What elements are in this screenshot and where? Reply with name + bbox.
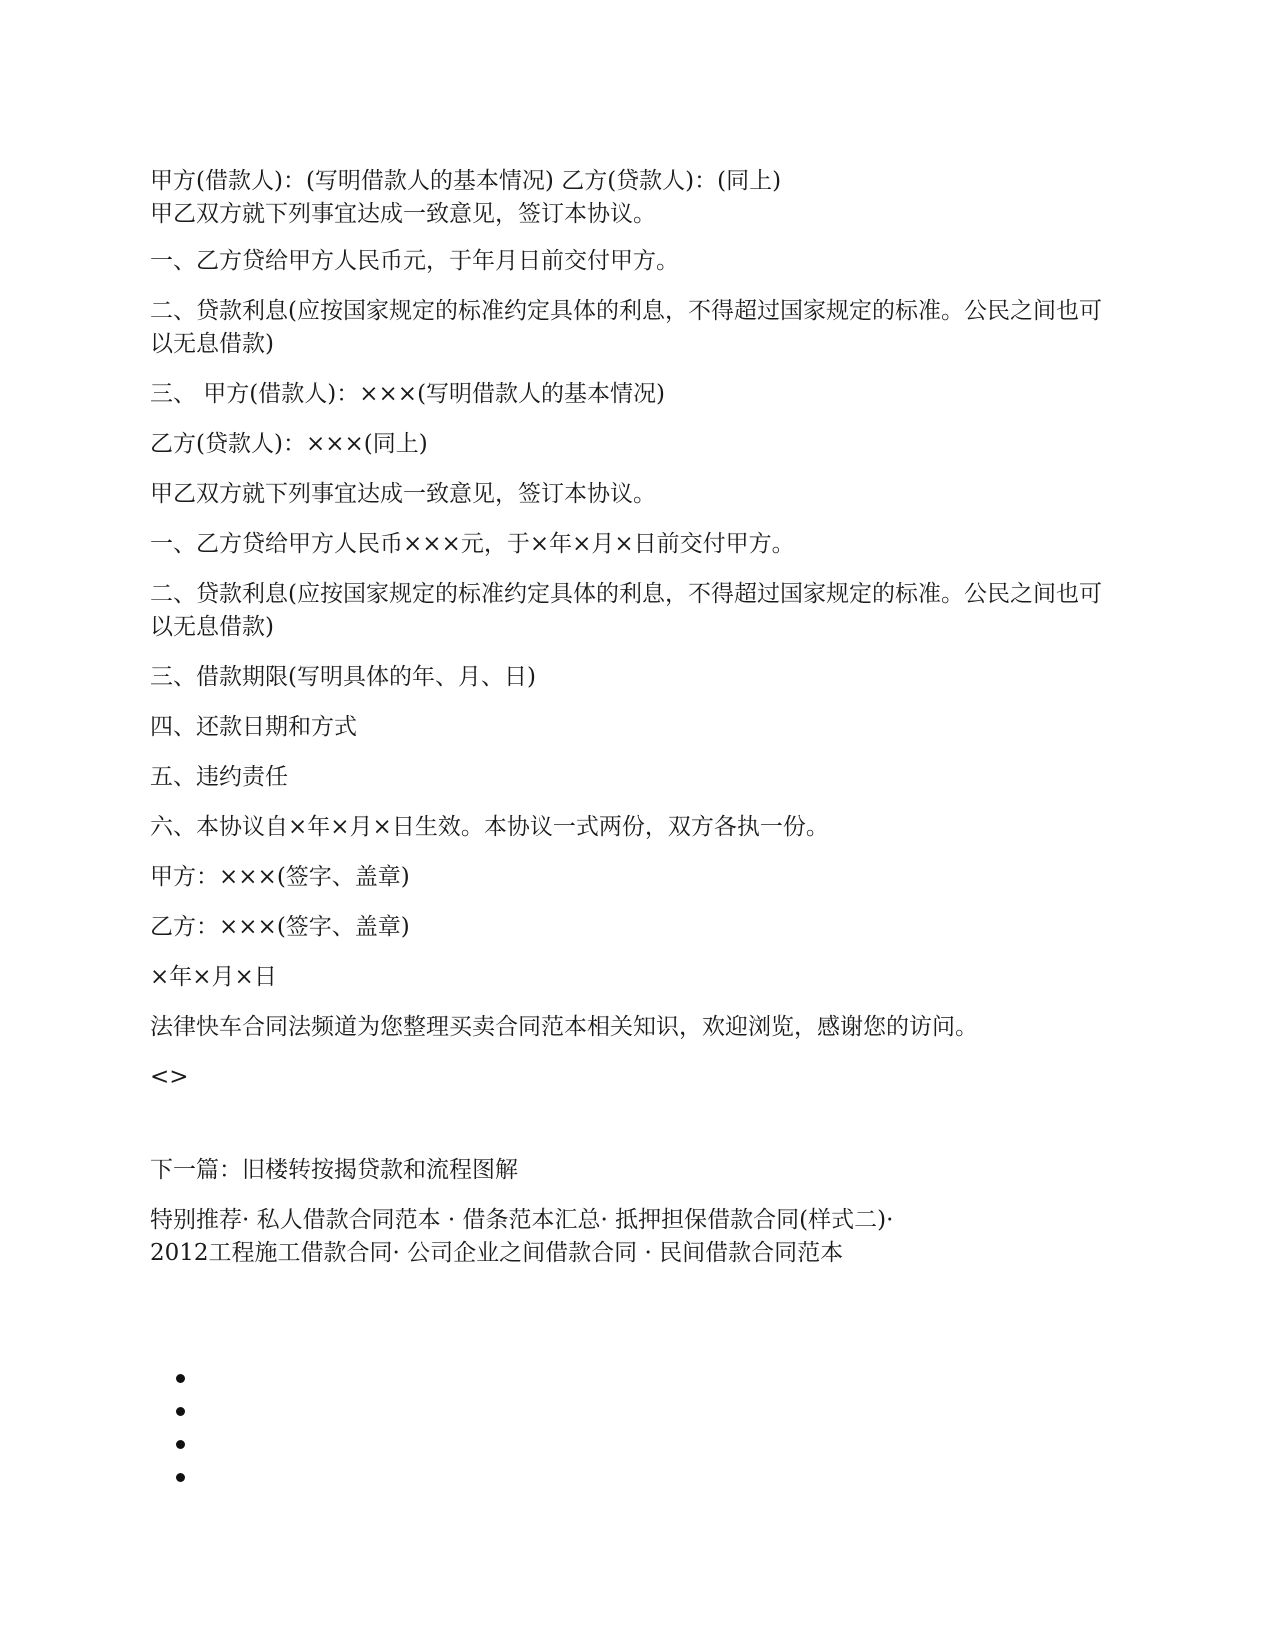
document-body: [150, 165, 1110, 1287]
agreement-intro: 甲乙双方就下列事宜达成一致意见，签订本协议。: [150, 201, 656, 227]
recommend-line-1[interactable]: 特别推荐· 私人借款合同范本 · 借条范本汇总· 抵押担保借款合同(样式二)·: [150, 1207, 894, 1233]
recommend-block: [150, 1204, 1110, 1270]
signature-party-a: 甲方：×××(签字、盖章): [150, 864, 410, 890]
agreement-intro-2: 甲乙双方就下列事宜达成一致意见，签订本协议。: [150, 481, 656, 507]
recommend-line-2[interactable]: 2012工程施工借款合同· 公司企业之间借款合同 · 民间借款合同范本: [150, 1240, 844, 1266]
clause-interest: 二、贷款利息(应按国家规定的标准约定具体的利息，不得超过国家规定的标准。公民之间也可以无息借款): [150, 298, 1102, 357]
clause-repayment: 四、还款日期和方式: [150, 714, 357, 740]
next-article-link[interactable]: 下一篇：旧楼转按揭贷款和流程图解: [150, 1157, 518, 1183]
clause-term: 三、借款期限(写明具体的年、月、日): [150, 664, 536, 690]
clause-loan-amount: 一、乙方贷给甲方人民币元，于年月日前交付甲方。: [150, 248, 679, 274]
signature-party-b: 乙方：×××(签字、盖章): [150, 914, 410, 940]
site-note: 法律快车合同法频道为您整理买卖合同范本相关知识，欢迎浏览，感谢您的访问。: [150, 1014, 978, 1040]
clause-effective: 六、本协议自×年×月×日生效。本协议一式两份，双方各执一份。: [150, 814, 829, 840]
contract-header: [150, 165, 1110, 231]
party-b-line: 乙方(贷款人)：×××(同上): [150, 431, 428, 457]
clause-liability: 五、违约责任: [150, 764, 288, 790]
signature-date: ×年×月×日: [150, 964, 277, 990]
party-a-line: 三、 甲方(借款人)：×××(写明借款人的基本情况): [150, 381, 666, 407]
empty-link[interactable]: <>: [150, 1064, 189, 1090]
clause-loan-amount-2: 一、乙方贷给甲方人民币×××元，于×年×月×日前交付甲方。: [150, 531, 795, 557]
clause-interest-2: 二、贷款利息(应按国家规定的标准约定具体的利息，不得超过国家规定的标准。公民之间也可以无息借款): [150, 581, 1102, 640]
parties-line: 甲方(借款人)：(写明借款人的基本情况) 乙方(贷款人)：(同上): [150, 168, 782, 194]
